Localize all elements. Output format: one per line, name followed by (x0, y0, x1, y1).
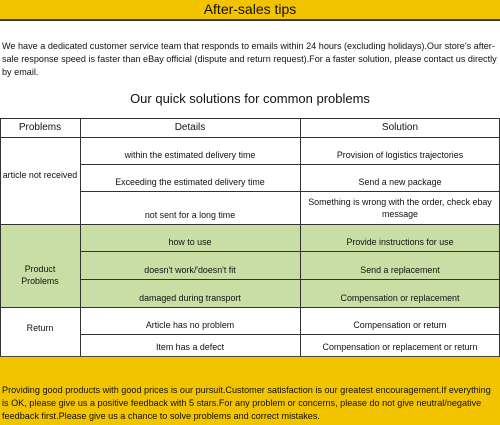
solution-cell: Compensation or replacement (340, 293, 460, 303)
banner-title: After-sales tips (0, 0, 500, 20)
detail-cell: how to use (168, 237, 212, 247)
detail-cell: within the estimated delivery time (124, 150, 256, 160)
problem-product: Product Problems (21, 264, 59, 286)
detail-cell: Article has no problem (145, 320, 235, 330)
solution-cell: Compensation or replacement or return (322, 342, 478, 352)
header-solution: Solution (381, 121, 419, 133)
detail-cell: not sent for a long time (144, 210, 236, 220)
table-subtitle: Our quick solutions for common problems (130, 91, 370, 106)
solution-cell: Send a replacement (360, 265, 440, 275)
problem-not-received: article not received (2, 170, 78, 180)
intro-paragraph: We have a dedicated customer service team that responds to emails within 24 hours (excluding holidays).Our store's after-sale response speed is faster than eBay official (dispute and return request).For a faster solution, please contact us directly by email. (2, 41, 497, 77)
footer-paragraph: Providing good products with good prices is our pursuit.Customer satisfaction is our greatest encouragement.If everything is OK, please give us a positive feedback with 5 stars.For any problem or concerns, please do not give neutral/negative feedback first.Please give us a chance to solve problems and correct mistakes. (2, 385, 491, 421)
detail-cell: Exceeding the estimated delivery time (115, 177, 265, 187)
detail-cell: doesn't work/'doesn't fit (144, 265, 236, 275)
detail-cell: Item has a defect (155, 342, 225, 352)
solution-cell: Something is wrong with the order, check ebay message (308, 196, 492, 219)
solution-cell: Provision of logistics trajectories (336, 150, 464, 160)
solution-cell: Compensation or return (353, 320, 447, 330)
problem-return: Return (26, 323, 54, 333)
solution-cell: Send a new package (358, 177, 442, 187)
detail-cell: damaged during transport (139, 293, 241, 303)
header-problems: Problems (18, 121, 62, 133)
header-details: Details (174, 121, 206, 133)
solution-cell: Provide instructions for use (346, 237, 454, 247)
